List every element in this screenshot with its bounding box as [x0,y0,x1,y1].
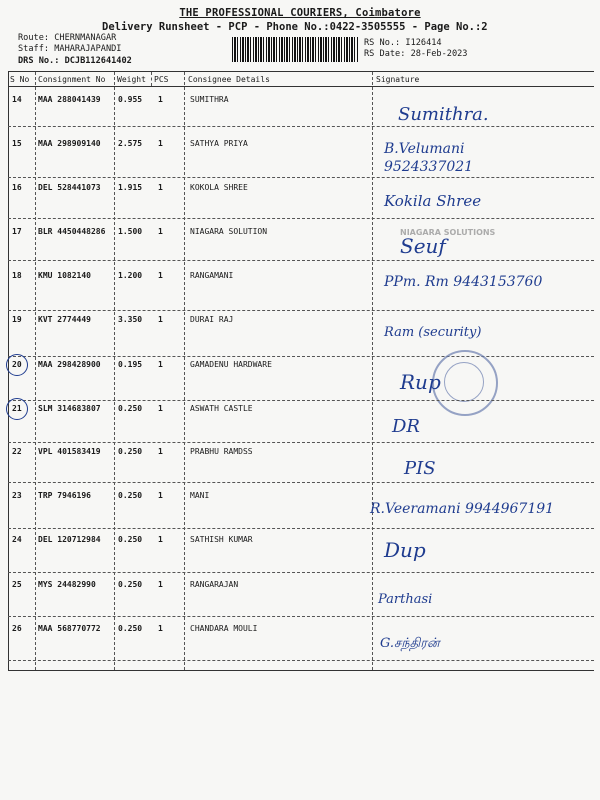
row-signature: PPm. Rm 9443153760 [384,274,543,290]
row-sno: 24 [12,535,22,544]
row-rule [8,177,594,178]
row-consignment: DEL 528441073 [38,183,101,192]
col-header-pcs: PCS [154,75,169,84]
row-weight: 0.250 [118,404,143,413]
company-title: THE PROFESSIONAL COURIERS, Coimbatore [179,7,421,19]
drs-number: DRS No.: DCJB112641402 [18,56,132,66]
handwritten-scribble: Seuf [400,234,446,258]
row-consignment: SLM 314683807 [38,404,101,413]
row-pcs: 1 [158,404,163,413]
row-weight: 1.915 [118,183,143,192]
col-divider [35,72,36,670]
col-divider [184,72,185,670]
col-header-sno: S No [10,75,30,84]
row-sno: 25 [12,580,22,589]
row-consignee: SUMITHRA [190,95,229,104]
row-signature: B.Velumani 9524337021 [384,141,474,175]
barcode [232,37,358,62]
row-pcs: 1 [158,183,163,192]
row-consignee: ASWATH CASTLE [190,404,253,413]
col-divider [372,72,373,670]
row-pcs: 1 [158,360,163,369]
row-rule [8,218,594,219]
col-header-signature: Signature [376,75,420,84]
row-consignment: MAA 568770772 [38,624,101,633]
row-pcs: 1 [158,535,163,544]
row-consignment: BLR 4450448286 [38,227,106,236]
row-consignee: PRABHU RAMDSS [190,447,253,456]
row-weight: 1.500 [118,227,143,236]
row-signature: Dup [384,538,426,562]
row-weight: 0.250 [118,580,143,589]
row-rule [8,482,594,483]
row-consignee: KOKOLA SHREE [190,183,248,192]
row-pcs: 1 [158,447,163,456]
table-bottom-rule [8,670,594,671]
row-consignment: MYS 24482990 [38,580,96,589]
col-header-weight: Weight [117,75,146,84]
row-rule [8,310,594,311]
row-rule [8,660,594,661]
row-signature: NIAGARA SOLUTIONS [400,228,496,237]
row-consignment: DEL 120712984 [38,535,101,544]
row-consignee: MANI [190,491,210,500]
row-signature: Parthasi [378,592,433,607]
row-weight: 0.955 [118,95,143,104]
row-sno: 20 [12,360,22,369]
row-pcs: 1 [158,491,163,500]
row-signature: PIS [404,458,436,479]
row-consignee: SATHYA PRIYA [190,139,248,148]
company-seal-icon [432,350,498,416]
row-pcs: 1 [158,580,163,589]
row-consignment: TRP 7946196 [38,491,91,500]
row-sno: 18 [12,271,22,280]
rs-date: RS Date: 28-Feb-2023 [364,49,468,59]
row-rule [8,572,594,573]
row-consignment: MAA 288041439 [38,95,101,104]
row-rule [8,442,594,443]
staff-label: Staff: MAHARAJAPANDI [18,44,122,54]
row-rule [8,126,594,127]
row-weight: 0.250 [118,447,143,456]
row-rule [8,260,594,261]
row-weight: 3.350 [118,315,143,324]
row-rule [8,400,594,401]
row-sno: 17 [12,227,22,236]
rs-number: RS No.: I126414 [364,38,442,48]
row-pcs: 1 [158,315,163,324]
runsheet-subtitle: Delivery Runsheet - PCP - Phone No.:0422-3505555 - Page No.:2 [102,21,488,33]
col-divider [114,72,115,670]
row-sno: 22 [12,447,22,456]
row-sno: 21 [12,404,22,413]
row-weight: 0.195 [118,360,143,369]
row-signature: R.Veeramani 9944967191 [370,501,555,517]
row-weight: 1.200 [118,271,143,280]
row-sno: 16 [12,183,22,192]
row-signature: Rup [400,370,441,394]
row-weight: 2.575 [118,139,143,148]
row-sno: 26 [12,624,22,633]
row-sno: 14 [12,95,22,104]
row-consignment: MAA 298428900 [38,360,101,369]
row-consignee: CHANDARA MOULI [190,624,258,633]
row-pcs: 1 [158,624,163,633]
row-weight: 0.250 [118,624,143,633]
row-signature: Ram (security) [384,325,482,340]
col-header-consignee: Consignee Details [188,75,270,84]
row-consignee: RANGAMANI [190,271,234,280]
row-consignment: KMU 1082140 [38,271,91,280]
row-consignee: RANGARAJAN [190,580,239,589]
col-header-consignment: Consignment No [38,75,106,84]
row-weight: 0.250 [118,535,143,544]
row-sno: 19 [12,315,22,324]
row-consignee: NIAGARA SOLUTION [190,227,268,236]
row-sno: 23 [12,491,22,500]
row-signature: Sumithra. [398,104,489,125]
row-consignee: DURAI RAJ [190,315,234,324]
row-consignment: MAA 298909140 [38,139,101,148]
row-consignment: VPL 401583419 [38,447,101,456]
row-consignee: SATHISH KUMAR [190,535,253,544]
table-top-rule [8,71,594,72]
row-consignment: KVT 2774449 [38,315,91,324]
row-signature: G.சந்திரன் [380,636,440,651]
row-rule [8,528,594,529]
row-signature: Kokila Shree [384,192,482,210]
row-signature: DR [392,416,420,437]
route-label: Route: CHERNMANAGAR [18,33,117,43]
row-rule [8,356,594,357]
row-pcs: 1 [158,139,163,148]
row-rule [8,616,594,617]
row-pcs: 1 [158,95,163,104]
row-weight: 0.250 [118,491,143,500]
row-pcs: 1 [158,271,163,280]
header-bottom-rule [8,86,594,87]
row-sno: 15 [12,139,22,148]
row-consignee: GAMADENU HARDWARE [190,360,272,369]
col-divider [151,72,152,86]
row-pcs: 1 [158,227,163,236]
